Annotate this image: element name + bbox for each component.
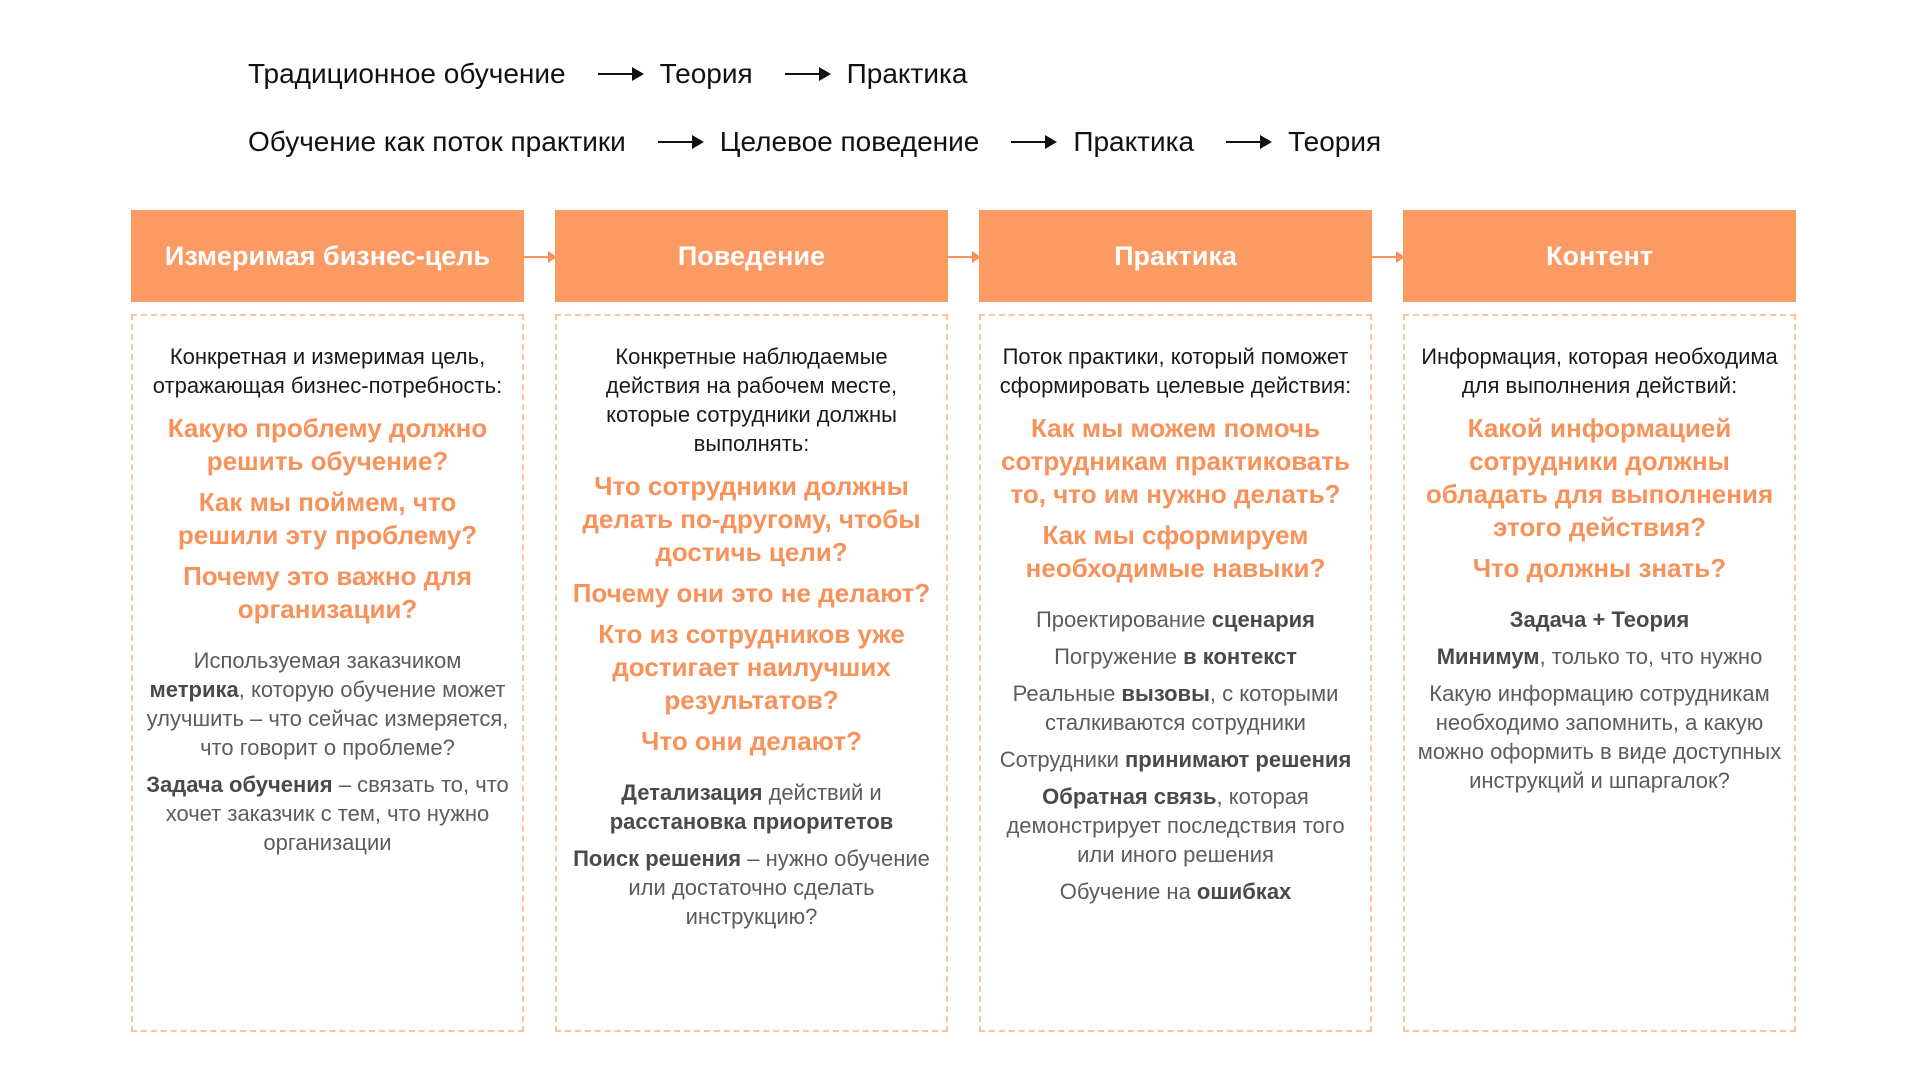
key-question: Почему это важно для организации? [183,561,472,624]
note: Задача обучения – связать то, что хочет заказчик с тем, что нужно организации [146,772,509,855]
column-business-goal [131,210,524,1032]
key-question: Как мы можем помочь сотрудникам практиковать то, что им нужно делать? [1000,413,1351,509]
column-body [1403,314,1796,1032]
key-question: Как мы поймем, что решили эту проблему? [177,487,478,550]
note: Сотрудники принимают решения [999,747,1352,772]
flow-step: Обучение как поток практики [248,126,626,157]
arrow-right-icon [598,73,642,75]
note: Обратная связь, которая демонстрирует последствия того или иного решения [1006,784,1345,867]
note: Обучение на ошибках [1059,879,1292,904]
practice-flow [248,126,1381,158]
traditional-flow [248,58,967,90]
question-group [569,470,934,758]
arrow-right-icon [658,141,702,143]
key-question: Почему они это не делают? [572,578,931,608]
key-question: Как мы сформируем необходимые навыки? [1025,520,1326,583]
arrow-right-icon [785,73,829,75]
flow-step: Традиционное обучение [248,58,566,89]
column-body [979,314,1372,1032]
column-body [131,314,524,1032]
question-group [145,412,510,626]
column-intro: Конкретная и измеримая цель, отражающая бизнес-потребность: [152,344,503,398]
question-group [1417,412,1782,585]
note: Детализация действий и расстановка приоритетов [609,780,894,834]
column-header: Практика [979,210,1372,302]
column-practice [979,210,1372,1032]
column-behavior [555,210,948,1032]
column-body [555,314,948,1032]
column-header: Измеримая бизнес-цель [131,210,524,302]
arrow-right-icon [1226,141,1270,143]
note: Поиск решения – нужно обучение или достаточно сделать инструкцию? [573,846,930,929]
question-group [993,412,1358,585]
key-question: Что они делают? [641,726,862,756]
note: Задача + Теория [1509,607,1690,632]
flow-step: Практика [1073,126,1195,157]
arrow-right-icon [1372,256,1404,258]
note: Минимум, только то, что нужно [1436,644,1763,669]
arrow-right-icon [524,256,556,258]
note: Проектирование сценария [1035,607,1316,632]
arrow-right-icon [948,256,980,258]
flow-step: Теория [659,58,753,89]
column-content [1403,210,1796,1032]
column-header: Контент [1403,210,1796,302]
column-header: Поведение [555,210,948,302]
note: Погружение в контекст [1054,644,1297,669]
note: Используемая заказчиком метрика, которую обучение может улучшить – что сейчас измеряется, что говорит о проблеме? [146,648,509,760]
column-intro: Поток практики, который поможет сформировать целевые действия: [999,344,1352,398]
note: Реальные вызовы, с которыми сталкиваются сотрудники [1012,681,1339,735]
flow-step: Целевое поведение [719,126,980,157]
column-intro: Информация, которая необходима для выполнения действий: [1421,344,1778,398]
note: Какую информацию сотрудникам необходимо запомнить, а какую можно оформить в виде доступных инструкций и шпаргалок? [1417,681,1782,793]
column-intro: Конкретные наблюдаемые действия на рабочем месте, которые сотрудники должны выполнять: [605,344,898,456]
key-question: Что должны знать? [1472,553,1727,583]
flow-step: Теория [1288,126,1382,157]
key-question: Кто из сотрудников уже достигает наилучших результатов? [598,619,905,715]
flow-step: Практика [846,58,968,89]
arrow-right-icon [1011,141,1055,143]
key-question: Какую проблему должно решить обучение? [167,413,488,476]
key-question: Что сотрудники должны делать по-другому, чтобы достичь цели? [582,471,921,567]
key-question: Какой информацией сотрудники должны обладать для выполнения этого действия? [1425,413,1774,542]
